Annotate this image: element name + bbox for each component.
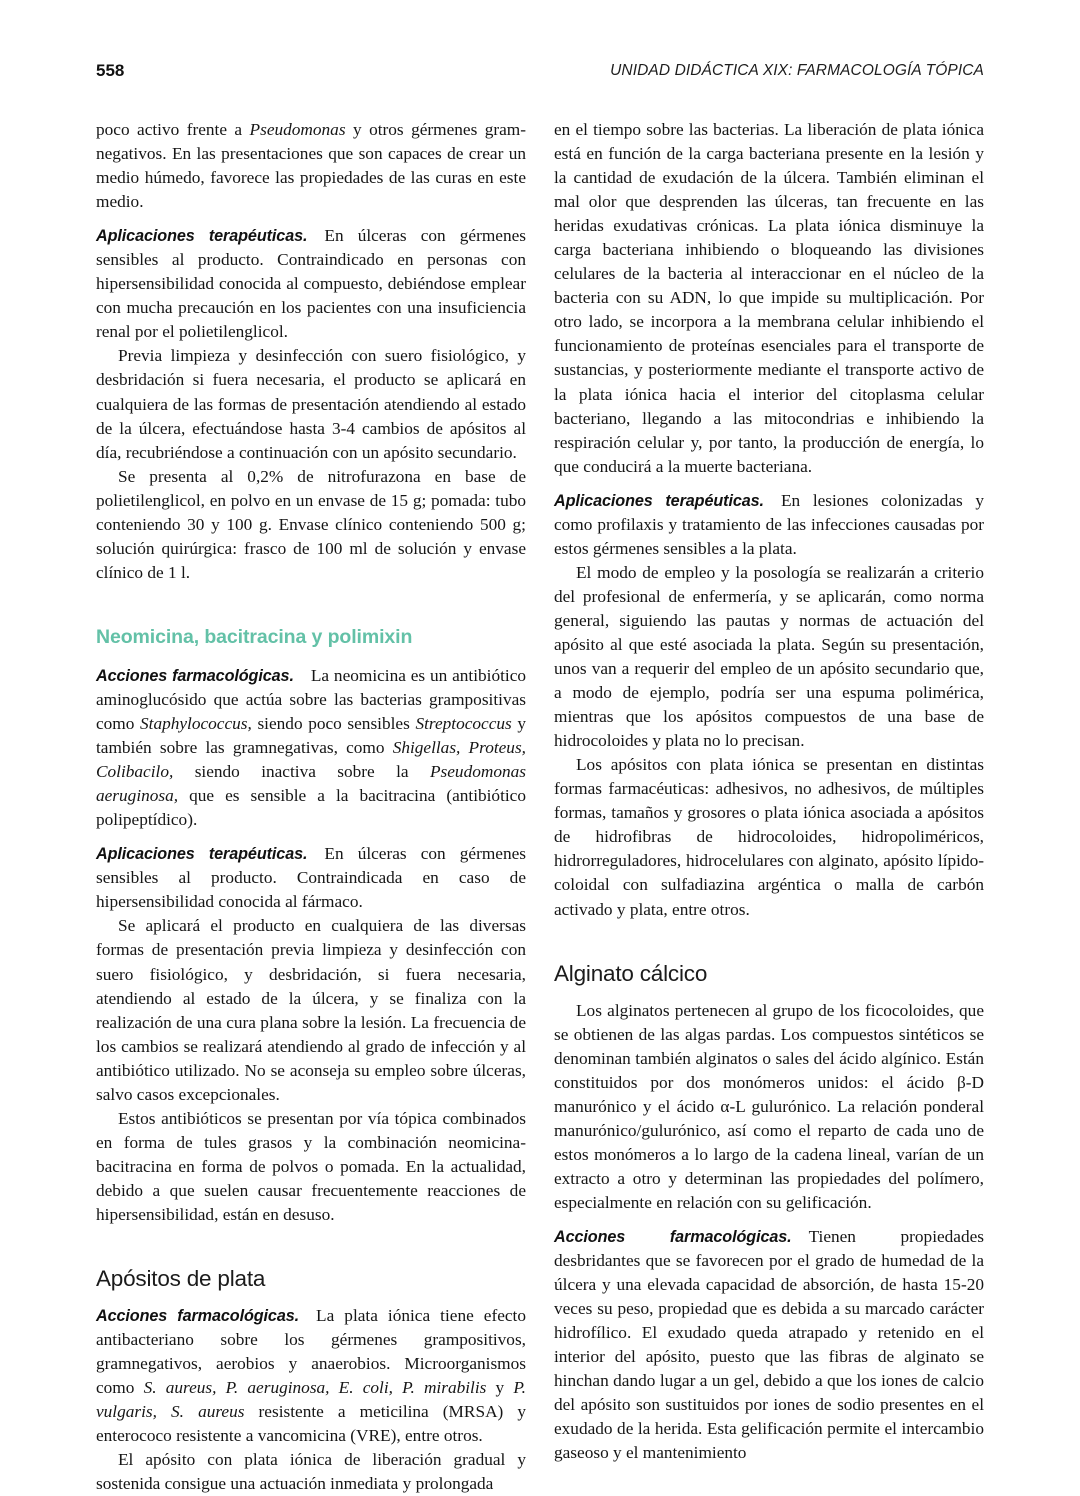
text-run: en el tiempo sobre las bacterias. La liberación de plata iónica está en función de la carga bacteriana presente en la lesión y la cantidad de exudación de la úlcera. También eliminan el mal olor que desprenden las úlceras, tan frecuente en las heridas exudativas crónicas. La plata iónica disminuye la carga bacteriana inhibiendo o bloqueando las divisiones celulares de la bacteria al interaccionar en el núcleo de la bacteria con su ADN, lo que impide su multiplicación. Por otro lado, se incorpora a la membrana celular inhibiendo el funcionamiento de proteínas esenciales para el transporte de sustancias, y posteriormente mediante el transporte activo de la plata iónica hacia el interior del citoplasma celular bacteriano, llegando a las mitocondrias e inhibiendo la respiración celular y, por tanto, la producción de energía, lo que conducirá a la muerte bacteriana. <box>554 120 984 476</box>
paragraph <box>96 1107 526 1227</box>
species-name: Pseudomonas aeruginosa, <box>96 762 526 806</box>
section-heading-apositos-de-plata: Apósitos de plata <box>96 1266 266 1292</box>
runin-heading-acciones-farmacologicas: Acciones farmacológicas. <box>96 1307 300 1326</box>
species-name: Streptococcus <box>415 714 512 734</box>
species-name: Staphylococcus, <box>140 714 252 734</box>
text-run: Se aplicará el producto en cualquiera de las diversas formas de presentación previa limpieza y desinfección con suero fisiológico, y desbridación, si fuera necesaria, atendiendo al estado de la úlcera, y se finaliza con la realización de una cura plana sobre la lesión. La frecuencia de los cambios se realizará atendiendo al grado de infección y al antibiótico utilizado. No se aconseja su empleo sobre úlceras, salvo casos excepcionales. <box>96 916 526 1104</box>
text-run: En úlceras con gérmenes sensibles al producto. Contraindicada en caso de hipersensibilidad conocida al fármaco. <box>96 844 526 912</box>
runin-heading-acciones-farmacologicas: Acciones farmacológicas. <box>96 666 294 685</box>
text-run: El modo de empleo y la posología se realizarán a criterio del profesional de enfermería, y se aplicarán, como norma general, siguiendo las pautas y normas de actuación del apósito al que esté asociada la plata. Según su presentación, unos van a requerir del empleo de un apósito secundario que, a modo de ejemplo, podría ser una espuma polimérica, mientras que los apósitos compuestos de una base de hidrocoloides y plata no lo precisan. <box>554 562 984 751</box>
paragraph-acciones <box>96 1304 526 1448</box>
paragraph-aplicaciones <box>96 224 526 344</box>
column-left <box>96 118 526 1496</box>
paragraph <box>554 118 984 479</box>
text-run: y <box>486 1378 514 1398</box>
species-name: S. aureus, P. aeruginosa, E. coli, P. mirabilis <box>143 1378 487 1398</box>
text-run: siendo poco sensibles <box>251 714 416 734</box>
paragraph-acciones <box>96 664 526 832</box>
page-number: 558 <box>96 61 125 80</box>
paragraph-acciones <box>554 1225 984 1465</box>
text-run: El apósito con plata iónica de liberación gradual y sostenida consigue una actuación inmediata y prolongada <box>96 1450 526 1494</box>
text-run: y otros gérmenes gram-negativos. En las presentaciones que son capaces de crear un medio húmedo, favorece las propiedades de las curas en este medio. <box>96 120 526 212</box>
paragraph <box>554 561 984 753</box>
text-run: Se presenta al 0,2% de nitrofurazona en base de polietilenglicol, en polvo en un envase de 15 g; pomada: tubo conteniendo 30 y 100 g. Envase clínico conteniendo 500 g; solución quirúrgica: frasco de 100 ml de solución y envase clínico de 1 l. <box>96 466 526 582</box>
runin-heading-aplicaciones-terapeuticas: Aplicaciones terapéuticas. <box>96 227 308 246</box>
section-heading-neomicina: Neomicina, bacitracina y polimixin <box>96 625 413 648</box>
body-columns <box>96 118 984 1496</box>
text-run: Tienen propiedades desbridantes que se favorecen por el grado de humedad de la úlcera y una elevada capacidad de absorción, de hasta 15-20 veces su peso, propiedad que es debida a su marcado carácter hidrofílico. El exudado queda atrapado y retenido en el interior del apósito, puesto que las fibras de alginato se hinchan dando lugar a un gel, debido a que los iones de calcio del apósito son sustituidos por iones de sodio presentes en el exudado de la herida. Esta gelificación permite el intercambio gaseoso y el mantenimiento <box>554 1227 985 1463</box>
paragraph-aplicaciones <box>554 489 984 561</box>
column-right <box>554 118 984 1496</box>
text-run: Los apósitos con plata iónica se presentan en distintas formas farmacéuticas: adhesivos, no adhesivos, de múltiples formas, tamaños y grosores o plata iónica asociada a apósitos de hidrofibras de hidrocoloides, hidropoliméricos, hidrorreguladores, hidrocelulares con alginato, apósito lípido-coloidal con sulfadiazina argéntica o malla de carbón activado y plata, entre otros. <box>554 755 984 919</box>
text-run: que es sensible a la bacitracina (antibiótico polipeptídico). <box>96 786 526 830</box>
text-run: resistente a meticilina (MRSA) y enterococo resistente a vancomicina (VRE), entre otros. <box>96 1402 527 1446</box>
text-run: y también sobre las gramnegativas, como <box>96 714 526 758</box>
text-run: La plata iónica tiene efecto antibacteriano sobre los gérmenes grampositivos, gramnegativos, aerobios y anaerobios. Microorganismos como <box>96 1306 527 1398</box>
text-run: En úlceras con gérmenes sensibles al producto. Contraindicado en personas con hipersensibilidad conocida al compuesto, debiéndose emplear con mucha precaución en los pacientes con una insuficiencia renal por el polietilenglicol. <box>96 226 526 342</box>
species-name: Shigellas, Proteus, Colibacilo, <box>96 738 526 782</box>
paragraph <box>554 999 984 1215</box>
paragraph <box>96 344 526 464</box>
runin-heading-aplicaciones-terapeuticas: Aplicaciones terapéuticas. <box>554 491 764 510</box>
text-run: Estos antibióticos se presentan por vía tópica combinados en forma de tules grasos y la combinación neomicina-bacitracina en forma de polvos o pomada. En la actualidad, debido a que suelen causar frecuentemente reacciones de hipersensibilidad, están en desuso. <box>96 1108 526 1224</box>
runin-heading-acciones-farmacologicas: Acciones farmacológicas. <box>554 1228 792 1247</box>
paragraph-aplicaciones <box>96 842 526 914</box>
species-name: Pseudomonas <box>249 120 346 139</box>
text-run: siendo inactiva sobre la <box>173 762 430 782</box>
text-run: Previa limpieza y desinfección con suero fisiológico, y desbridación si fuera necesaria, el producto se aplicará en cualquiera de las formas de presentación atendiendo al estado de la úlcera, efectuándose hasta 3-4 cambios de apósitos al día, recubriéndose a continuación con un apósito secundario. <box>96 346 526 462</box>
runin-heading-aplicaciones-terapeuticas: Aplicaciones terapéuticas. <box>96 845 308 864</box>
paragraph <box>96 1448 526 1496</box>
section-heading-alginato-calcico: Alginato cálcico <box>554 960 708 986</box>
paragraph <box>96 914 526 1106</box>
text-run: Los alginatos pertenecen al grupo de los ficocoloides, que se obtienen de las algas pardas. Los compuestos sintéticos se denominan también alginatos o sales del ácido algínico. Están constituidos por dos monómeros unidos: el ácido β-D manurónico y el ácido α-L gulurónico. La relación ponderal manurónico/gulurónico, así como el reparto de cada uno de estos monómeros a lo largo de la cadena lineal, varían de un extracto a otro y determinan las propiedades del polímero, especialmente en relación con su gelificación. <box>554 1000 984 1212</box>
text-run: poco activo frente a <box>96 120 250 139</box>
paragraph <box>96 465 526 585</box>
paragraph <box>554 753 984 921</box>
running-head-title: UNIDAD DIDÁCTICA XIX: FARMACOLOGÍA TÓPICA <box>610 62 984 79</box>
paragraph <box>96 118 526 214</box>
species-name: P. vulgaris, S. aureus <box>96 1378 527 1422</box>
running-head <box>96 58 984 84</box>
text-run: En lesiones colonizadas y como profilaxis y tratamiento de las infecciones causadas por estos gérmenes sensibles a la plata. <box>554 490 984 558</box>
text-run: La neomicina es un antibiótico aminoglucósido que actúa sobre las bacterias grampositivas como <box>96 665 527 734</box>
